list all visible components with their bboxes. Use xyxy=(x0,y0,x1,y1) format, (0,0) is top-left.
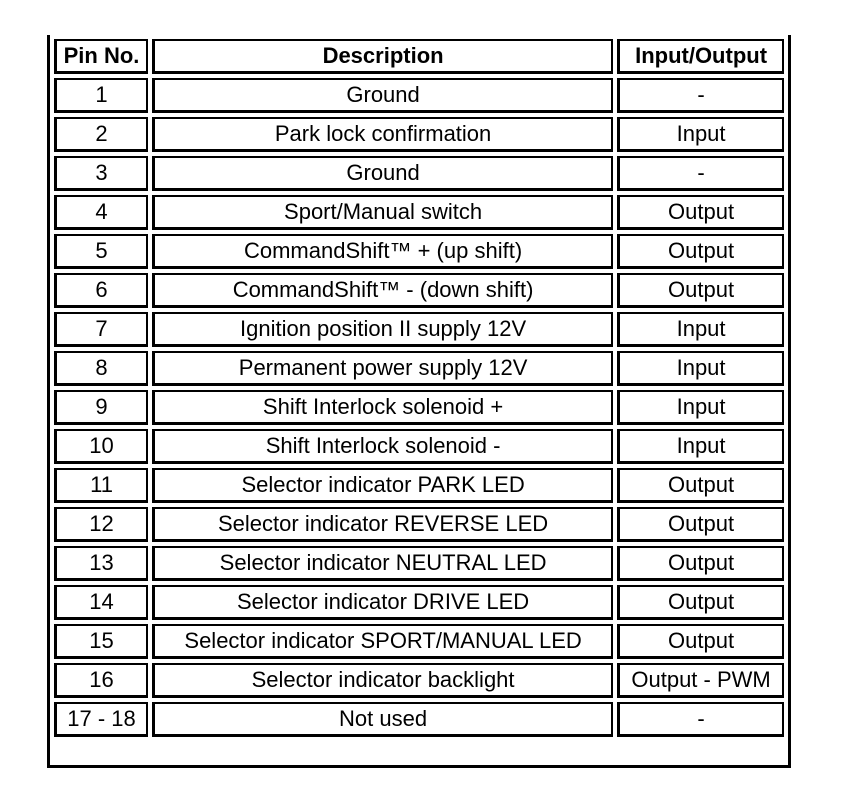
description-cell: Shift Interlock solenoid + xyxy=(152,390,613,425)
table-row xyxy=(54,312,784,347)
pin-cell: 1 xyxy=(54,78,148,113)
description-cell: Selector indicator backlight xyxy=(152,663,613,698)
table-row xyxy=(54,78,784,113)
description-cell: Ground xyxy=(152,78,613,113)
io-cell: Output xyxy=(617,546,784,581)
table-row xyxy=(54,390,784,425)
pin-cell: 14 xyxy=(54,585,148,620)
pin-cell: 11 xyxy=(54,468,148,503)
io-cell: Input xyxy=(617,390,784,425)
io-cell: Output - PWM xyxy=(617,663,784,698)
table-row xyxy=(54,351,784,386)
io-cell: Input xyxy=(617,312,784,347)
io-cell: Input xyxy=(617,351,784,386)
io-cell: Output xyxy=(617,234,784,269)
pin-cell: 9 xyxy=(54,390,148,425)
pin-cell: 15 xyxy=(54,624,148,659)
pin-cell: 16 xyxy=(54,663,148,698)
pin-cell: 4 xyxy=(54,195,148,230)
description-cell: Shift Interlock solenoid - xyxy=(152,429,613,464)
description-cell: CommandShift™ - (down shift) xyxy=(152,273,613,308)
pin-cell: 10 xyxy=(54,429,148,464)
table-row xyxy=(54,273,784,308)
description-cell: Ignition position II supply 12V xyxy=(152,312,613,347)
io-cell: Output xyxy=(617,195,784,230)
table-row xyxy=(54,663,784,698)
description-cell: Park lock confirmation xyxy=(152,117,613,152)
table-row xyxy=(54,585,784,620)
table-row xyxy=(54,507,784,542)
pin-cell: 7 xyxy=(54,312,148,347)
description-cell: Sport/Manual switch xyxy=(152,195,613,230)
description-cell: Not used xyxy=(152,702,613,737)
table-row xyxy=(54,234,784,269)
description-cell: Ground xyxy=(152,156,613,191)
table-row xyxy=(54,624,784,659)
description-cell: Selector indicator PARK LED xyxy=(152,468,613,503)
header-pin-no: Pin No. xyxy=(54,39,148,74)
table-row xyxy=(54,156,784,191)
pin-cell: 2 xyxy=(54,117,148,152)
description-cell: Selector indicator DRIVE LED xyxy=(152,585,613,620)
description-cell: Selector indicator REVERSE LED xyxy=(152,507,613,542)
io-cell: Output xyxy=(617,507,784,542)
header-input-output: Input/Output xyxy=(617,39,784,74)
pin-cell: 12 xyxy=(54,507,148,542)
pin-cell: 17 - 18 xyxy=(54,702,148,737)
table-row xyxy=(54,468,784,503)
table-row xyxy=(54,429,784,464)
description-cell: Permanent power supply 12V xyxy=(152,351,613,386)
io-cell: Input xyxy=(617,429,784,464)
io-cell: - xyxy=(617,156,784,191)
io-cell: Output xyxy=(617,273,784,308)
pin-cell: 13 xyxy=(54,546,148,581)
table-row xyxy=(54,117,784,152)
io-cell: Output xyxy=(617,468,784,503)
description-cell: Selector indicator NEUTRAL LED xyxy=(152,546,613,581)
io-cell: Input xyxy=(617,117,784,152)
pin-cell: 5 xyxy=(54,234,148,269)
table-header-row xyxy=(54,39,784,74)
header-description: Description xyxy=(152,39,613,74)
table-row xyxy=(54,195,784,230)
pinout-table xyxy=(50,35,788,741)
io-cell: Output xyxy=(617,585,784,620)
io-cell: - xyxy=(617,78,784,113)
pin-cell: 3 xyxy=(54,156,148,191)
pin-cell: 8 xyxy=(54,351,148,386)
table-row xyxy=(54,546,784,581)
description-cell: Selector indicator SPORT/MANUAL LED xyxy=(152,624,613,659)
description-cell: CommandShift™ + (up shift) xyxy=(152,234,613,269)
io-cell: - xyxy=(617,702,784,737)
table-row xyxy=(54,702,784,737)
pinout-table-frame xyxy=(47,35,791,768)
pin-cell: 6 xyxy=(54,273,148,308)
io-cell: Output xyxy=(617,624,784,659)
